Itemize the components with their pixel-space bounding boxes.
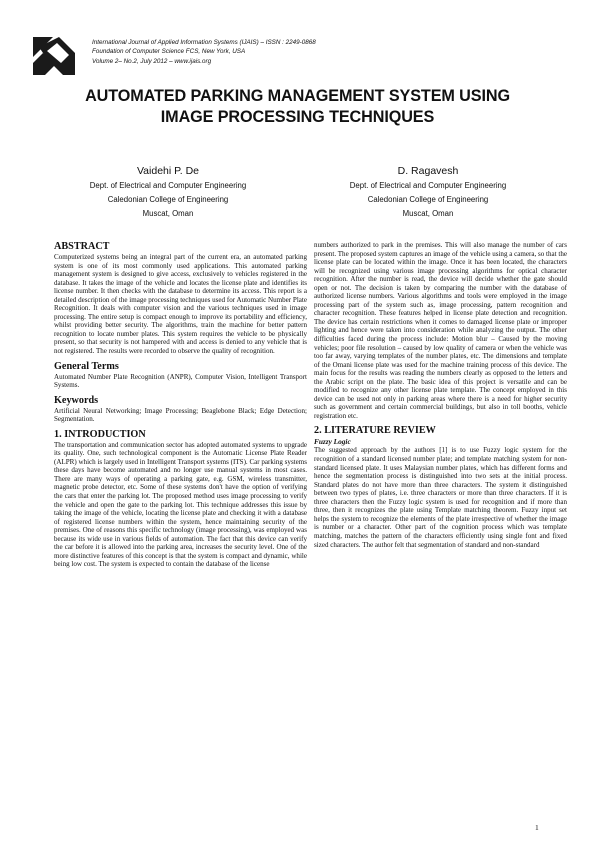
left-column bbox=[54, 241, 307, 569]
literature-review-text: The suggested approach by the authors [1] is to use Fuzzy logic system for the recognition of a standard licensed number plate; and template matching system for non-standard licensed plate. It uses Malaysian number plates, which has different forms and hence the segmentation process is distinguished into two sets at the initial process. Standard plates do not have more than three characters. The system it distinguished between two types of plates, i.e. three characters or more than three characters. If it is three characters then the Fuzzy logic system is used for recognition and if more than three, then it recognizes the plate using Template matching theorem. Fuzzy input set helps the system to recognize the elements of the plate irrespective of whether the image is number or a character. Other part of the cognition process which was template matching, matches the pattern of the characters efficiently using single font and fixed sized characters. The author felt that segmentation of standard and non-standard bbox=[314, 446, 567, 549]
page-number: 1 bbox=[535, 823, 539, 832]
fuzzy-logic-subheading: Fuzzy Logic bbox=[314, 437, 351, 447]
abstract-text: Computerized systems being an integral part of the current era, an automated parking system is one of its most commonly used applications. This automated parking management system is designed to give access, exclusively to vehicles registered in the database. It takes the image of the vehicle and locates the license plate and identifies its license number. It then checks with the database to determine its access. This report is a detailed description of the image processing techniques used for Automatic Number Plate Recognition. It deals with computer vision and the various techniques used in image processing. The entire setup is compact enough to improve its portability and efficiency, whilst providing better security. The algorithms, train the machine for better pattern recognition to locate number plates. This system requires the vehicle to be physically present, so that security is not hampered with and access is denied to any vehicle that is not registered. The results were recorded to observe the quality of recognition. bbox=[54, 253, 307, 356]
journal-header bbox=[92, 38, 316, 66]
right-column bbox=[314, 241, 567, 549]
author-block-1 bbox=[53, 165, 283, 221]
paper-title bbox=[35, 86, 560, 128]
author-college: Caledonian College of Engineering bbox=[367, 195, 489, 204]
journal-line-3: Volume 2– No.2, July 2012 – www.ijais.org bbox=[92, 57, 212, 65]
author-college: Caledonian College of Engineering bbox=[107, 195, 229, 204]
author-block-2 bbox=[313, 165, 543, 221]
journal-line-1: International Journal of Applied Information Systems (IJAIS) – ISSN : 2249-0868 bbox=[92, 39, 316, 46]
keywords-heading: Keywords bbox=[54, 394, 99, 406]
author-city: Muscat, Oman bbox=[142, 209, 194, 218]
author-name: Vaidehi P. De bbox=[136, 165, 200, 177]
journal-line-2: Foundation of Computer Science FCS, New York, USA bbox=[92, 48, 246, 56]
title-line-1: AUTOMATED PARKING MANAGEMENT SYSTEM USING bbox=[85, 87, 510, 105]
keywords-text: Artificial Neural Networking; Image Processing; Beaglebone Black; Edge Detection; Segmentation. bbox=[54, 406, 307, 424]
title-line-2: IMAGE PROCESSING TECHNIQUES bbox=[160, 108, 435, 126]
literature-review-heading: 2. LITERATURE REVIEW bbox=[314, 425, 436, 437]
introduction-text: The transportation and communication sector has adopted automated systems to upgrade its quality. One, such technological component is the Automatic License Plate Reader (ALPR) which is largely used in Intelligent Transport systems (ITS). Car parking systems these days have become automated and no longer use manual systems in most cases. There are many ways of operating a parking gate, e.g. GSM, wireless transmitter, magnetic probe detector, etc. Some of these systems don't have the option of verifying the cars that enter the parking lot. The proposed method uses image processing to verify the vehicle and open the gate to the parking lot. This technique addresses this issue by taking the image of the vehicle, locating the license plate and checking it with a database of registered license numbers within the system, hence maintaining security of the premises. One of reasons this specific technology (image processing), was employed was because its wide use in various fields of automation. The fact that this device can verify the car before it is allowed into the parking area, increases the security level. One of the more distinctive features of this concept is that the system is compact and dynamic, while being low cost. The system is expected to contain the database of the license bbox=[54, 440, 307, 569]
journal-logo-icon bbox=[33, 37, 75, 75]
general-terms-heading: General Terms bbox=[54, 360, 119, 372]
author-dept: Dept. of Electrical and Computer Engineering bbox=[349, 181, 507, 190]
author-city: Muscat, Oman bbox=[402, 209, 454, 218]
abstract-heading: ABSTRACT bbox=[54, 241, 110, 252]
author-name: D. Ragavesh bbox=[397, 165, 459, 177]
general-terms-text: Automated Number Plate Recognition (ANPR), Computer Vision, Intelligent Transport Systems. bbox=[54, 372, 307, 390]
introduction-continued-text: numbers authorized to park in the premises. This will also manage the number of cars present. The proposed system captures an image of the vehicle using a camera, so that the license plate can be located within the image. Once it has been located, the characters will be recognized using various image processing algorithms for optical character recognition. After the number is read, the device will decide whether the gate should open or not. The decision is taken by comparing the number with the database of authorized license numbers. Various algorithms and tools were employed in the image processing part of the system such as, image processing, pattern recognition and character recognition. These features helped in license plate detection and recognition. The device has certain restrictions when it comes to damaged license plate or improper lighting and hence were taken into consideration while analyzing the output. The other difficulties faced during the process include: Motion blur – Caused by the moving vehicles; poor file resolution – caused by low quality of camera or when the vehicle was too far away, varying templates of the number plates, etc. The dimensions and template of the Omani license plate was used for the machine training process of this device. The main focus for the results was reading the numbers clearly as opposed to the letters and the Arabic script on the plate. The basic idea of this project is versatile and can be modified to recognize any other license plate template. The concept employed in this device can be used not only in parking areas where there is a need for higher security such as government and certain commercial buildings, but also in toll booths, vehicle registration etc. bbox=[314, 241, 567, 420]
introduction-heading: 1. INTRODUCTION bbox=[54, 428, 146, 440]
author-dept: Dept. of Electrical and Computer Engineering bbox=[89, 181, 247, 190]
